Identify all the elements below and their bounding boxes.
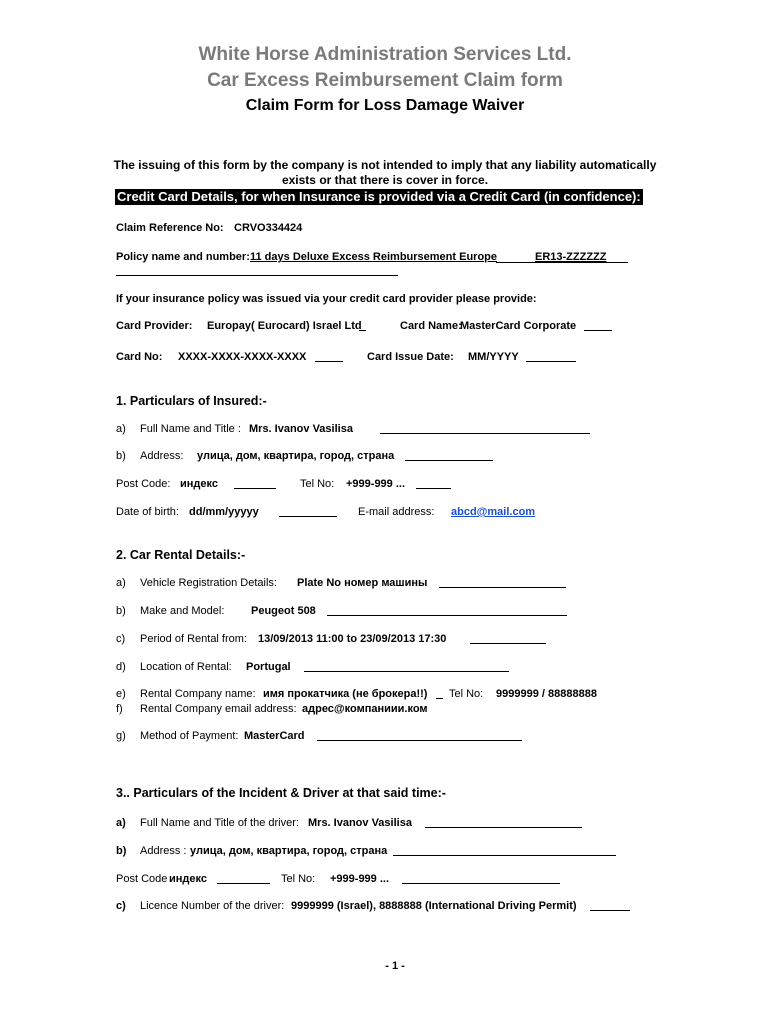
driver-postcode-label: Post Code (116, 873, 168, 885)
rental-registration-label: Vehicle Registration Details: (140, 577, 277, 589)
insured-name-value[interactable]: Mrs. Ivanov Vasilisa (249, 423, 353, 435)
rental-tel-label: Tel No: (449, 688, 484, 700)
policy-underline (496, 262, 628, 263)
insured-address-blank (405, 450, 493, 461)
rental-registration-blank (439, 577, 566, 588)
insured-tel-label: Tel No: (300, 478, 335, 490)
card-no-value[interactable]: XXXX-XXXX-XXXX-XXXX (178, 351, 307, 363)
card-no-blank (315, 351, 343, 362)
driver-address-label: Address : (140, 845, 187, 857)
insured-name-blank (380, 423, 590, 434)
rental-company-label: Rental Company name: (140, 688, 256, 700)
claim-ref-value[interactable]: CRVO334424 (234, 222, 303, 234)
insured-address-value[interactable]: улица, дом, квартира, город, страна (197, 450, 395, 462)
company-title: White Horse Administration Services Ltd. (198, 44, 572, 65)
card-name-blank (584, 320, 612, 331)
insured-name-index: a) (116, 423, 126, 435)
driver-licence-index: c) (116, 900, 126, 912)
rental-company-value[interactable]: имя прокатчика (не брокера!!) (263, 688, 428, 700)
driver-address-blank (393, 845, 616, 856)
disclaimer: The issuing of this form by the company is not intended to imply that any liability automatically exists or that there is cover in force. (113, 158, 657, 187)
rental-company-blank (436, 688, 443, 699)
rental-make-blank (327, 605, 567, 616)
card-no-label: Card No: (116, 351, 163, 363)
rental-index-c: c) (116, 633, 126, 645)
insured-name-label: Full Name and Title : (140, 423, 241, 435)
card-provider-value[interactable]: Europay( Eurocard) Israel Ltd (207, 320, 362, 332)
page-number: - 1 - (385, 960, 405, 972)
driver-address-value[interactable]: улица, дом, квартира, город, страна (190, 845, 388, 857)
rental-tel-value[interactable]: 9999999 / 88888888 (496, 688, 597, 700)
rental-period-label: Period of Rental from: (140, 633, 247, 645)
rental-index-g: g) (116, 730, 126, 742)
driver-postcode-blank (217, 873, 270, 884)
insured-dob-value[interactable]: dd/mm/yyyyy (189, 506, 259, 518)
insured-email-label: E-mail address: (358, 506, 435, 518)
driver-licence-value[interactable]: 9999999 (Israel), 8888888 (International Driving Permit) (291, 900, 577, 912)
rental-email-value[interactable]: адрес@компаниии.ком (302, 703, 428, 715)
section-rental-heading: 2. Car Rental Details:- (116, 548, 246, 562)
form-subtitle: Claim Form for Loss Damage Waiver (245, 97, 525, 114)
section-insured-heading: 1. Particulars of Insured:- (116, 394, 267, 408)
card-provider-label: Card Provider: (116, 320, 193, 332)
driver-tel-value[interactable]: +999-999 ... (330, 873, 390, 885)
rental-index-d: d) (116, 661, 126, 673)
insured-tel-blank (416, 478, 451, 489)
policy-value[interactable]: 11 days Deluxe Excess Reimbursement Europe (250, 251, 498, 263)
form-title: Car Excess Reimbursement Claim form (207, 70, 563, 91)
rental-make-label: Make and Model: (140, 605, 225, 617)
driver-name-label: Full Name and Title of the driver: (140, 817, 299, 829)
driver-postcode-value[interactable]: индекс (169, 873, 207, 885)
rental-email-label: Rental Company email address: (140, 703, 297, 715)
section-incident-heading: 3.. Particulars of the Incident & Driver at that said time:- (116, 786, 446, 800)
insured-address-index: b) (116, 450, 126, 462)
driver-licence-label: Licence Number of the driver: (140, 900, 285, 912)
rental-payment-label: Method of Payment: (140, 730, 239, 742)
card-issue-label: Card Issue Date: (367, 351, 454, 363)
rental-location-blank (304, 661, 509, 672)
card-provider-blank (359, 320, 366, 331)
driver-name-value[interactable]: Mrs. Ivanov Vasilisa (308, 817, 412, 829)
rental-index-f: f) (116, 703, 123, 715)
driver-address-index: b) (116, 845, 127, 857)
insured-postcode-label: Post Code: (116, 478, 171, 490)
rental-location-label: Location of Rental: (140, 661, 232, 673)
rental-payment-value[interactable]: MasterCard (244, 730, 305, 742)
rental-index-b: b) (116, 605, 126, 617)
driver-licence-blank (590, 900, 630, 911)
claim-ref-label: Claim Reference No: (116, 222, 224, 234)
policy-continuation-line (116, 275, 398, 276)
credit-card-intro: If your insurance policy was issued via your credit card provider please provide: (116, 293, 537, 305)
rental-make-value[interactable]: Peugeot 508 (251, 605, 316, 617)
insured-dob-label: Date of birth: (116, 506, 179, 518)
policy-label: Policy name and number: (116, 251, 250, 263)
insured-address-label: Address: (140, 450, 184, 462)
insured-postcode-value[interactable]: индекс (180, 478, 218, 490)
rental-location-value[interactable]: Portugal (246, 661, 291, 673)
rental-index-a: a) (116, 577, 126, 589)
credit-card-banner: Credit Card Details, for when Insurance is provided via a Credit Card (in confidence): (117, 189, 641, 204)
rental-period-blank (470, 633, 546, 644)
driver-name-index: a) (116, 817, 126, 829)
card-issue-value[interactable]: MM/YYYY (468, 351, 519, 363)
rental-payment-blank (317, 730, 522, 741)
card-name-label: Card Name: (400, 320, 462, 332)
insured-email-link[interactable]: abcd@mail.com (451, 506, 536, 518)
driver-name-blank (425, 817, 582, 828)
driver-tel-label: Tel No: (281, 873, 316, 885)
insured-dob-blank (279, 506, 337, 517)
rental-index-e: e) (116, 688, 126, 700)
card-issue-blank (526, 351, 576, 362)
driver-tel-blank (402, 873, 560, 884)
card-name-value[interactable]: MasterCard Corporate (460, 320, 577, 332)
insured-postcode-blank (234, 478, 276, 489)
rental-registration-value[interactable]: Plate No номер машины (297, 577, 428, 589)
insured-tel-value[interactable]: +999-999 ... (346, 478, 406, 490)
rental-period-value[interactable]: 13/09/2013 11:00 to 23/09/2013 17:30 (258, 633, 447, 645)
policy-code[interactable]: ER13-ZZZZZZ (535, 251, 607, 263)
